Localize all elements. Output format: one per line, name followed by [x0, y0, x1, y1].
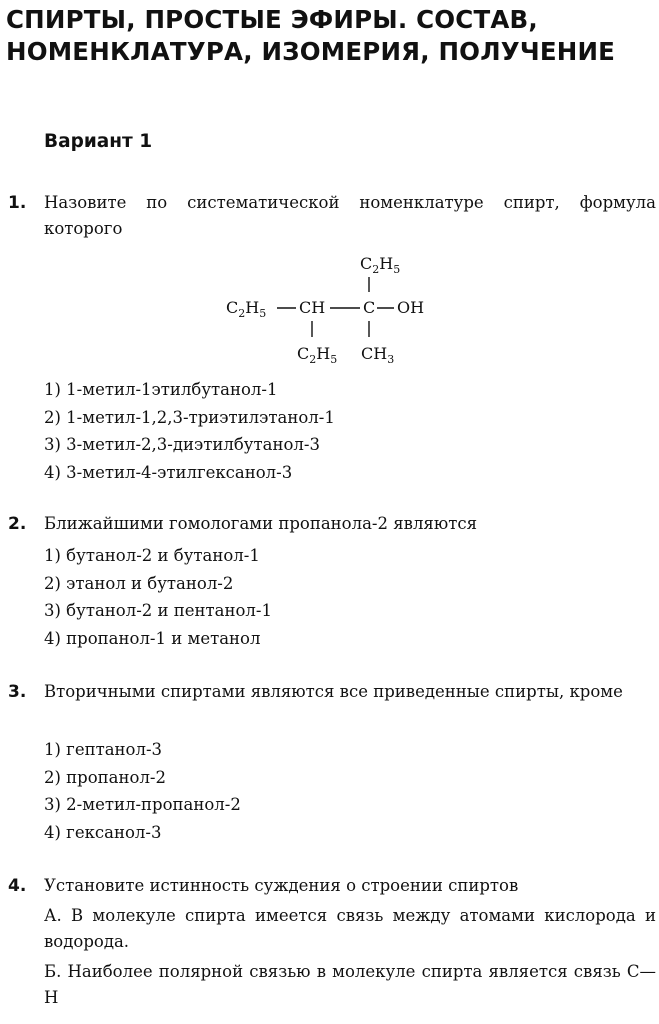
question-text: Назовите по систематической номенклатуре спирт, формула которого	[44, 193, 656, 238]
question-number: 2.	[8, 514, 27, 534]
option[interactable]: 3) 2-метил-пропанол-2	[44, 795, 241, 814]
option[interactable]: 1) гептанол-3	[44, 740, 163, 759]
option[interactable]: 4) 3-метил-4-этилгексанол-3	[44, 462, 293, 482]
option[interactable]: 4) пропанол-1 и метанол	[44, 628, 261, 648]
title-line-2: НОМЕНКЛАТУРА, ИЗОМЕРИЯ, ПОЛУЧЕНИЕ	[6, 37, 616, 66]
option[interactable]: 2) 1-метил-1,2,3-триэтилэтанол-1	[44, 407, 335, 427]
question-number: 3.	[8, 682, 27, 702]
option[interactable]: 2) пропанол-2	[44, 767, 166, 787]
variant-heading: Вариант 1	[44, 131, 153, 152]
option[interactable]: 3) 3-метил-2,3-диэтилбутанол-3	[44, 435, 320, 454]
option[interactable]: 2) этанол и бутанол-2	[44, 573, 234, 593]
question-text: Ближайшими гомологами пропанола-2 являются	[44, 514, 477, 533]
statement-a: А. В молекуле спирта имеется связь между атомами кислорода и водорода.	[44, 906, 656, 951]
question-1-options	[44, 376, 335, 486]
question-text: Вторичными спиртами являются все приведенные спирты, кроме	[44, 682, 623, 701]
question-2-options	[44, 542, 272, 652]
title-line-1: СПИРТЫ, ПРОСТЫЕ ЭФИРЫ. СОСТАВ,	[6, 5, 538, 34]
option[interactable]: 4) гексанол-3	[44, 822, 162, 842]
page-title	[6, 4, 615, 68]
structural-formula	[200, 245, 460, 375]
formula-ch: CH	[299, 298, 326, 317]
formula-left-group: $C_2H_5$	[226, 298, 267, 320]
option[interactable]: 1) 1-метил-1этилбутанол-1	[44, 380, 278, 399]
formula-oh: OH	[397, 298, 425, 317]
question-number: 1.	[8, 193, 27, 213]
question-3-options	[44, 736, 241, 846]
question-number: 4.	[8, 876, 27, 896]
option[interactable]: 1) бутанол-2 и бутанол-1	[44, 546, 260, 565]
formula-drawing	[200, 245, 460, 375]
option[interactable]: 3) бутанол-2 и пентанол-1	[44, 601, 272, 620]
formula-bottom-left: $C_2H_5$	[297, 344, 338, 366]
formula-top-group: $C_2H_5$	[360, 254, 401, 276]
statement-b: Б. Наиболее полярной связью в молекуле спирта является связь С—Н	[44, 962, 656, 1007]
formula-bottom-right: $CH_3$	[361, 344, 395, 366]
formula-c: C	[363, 298, 376, 317]
question-text: Установите истинность суждения о строении спиртов	[44, 876, 519, 895]
